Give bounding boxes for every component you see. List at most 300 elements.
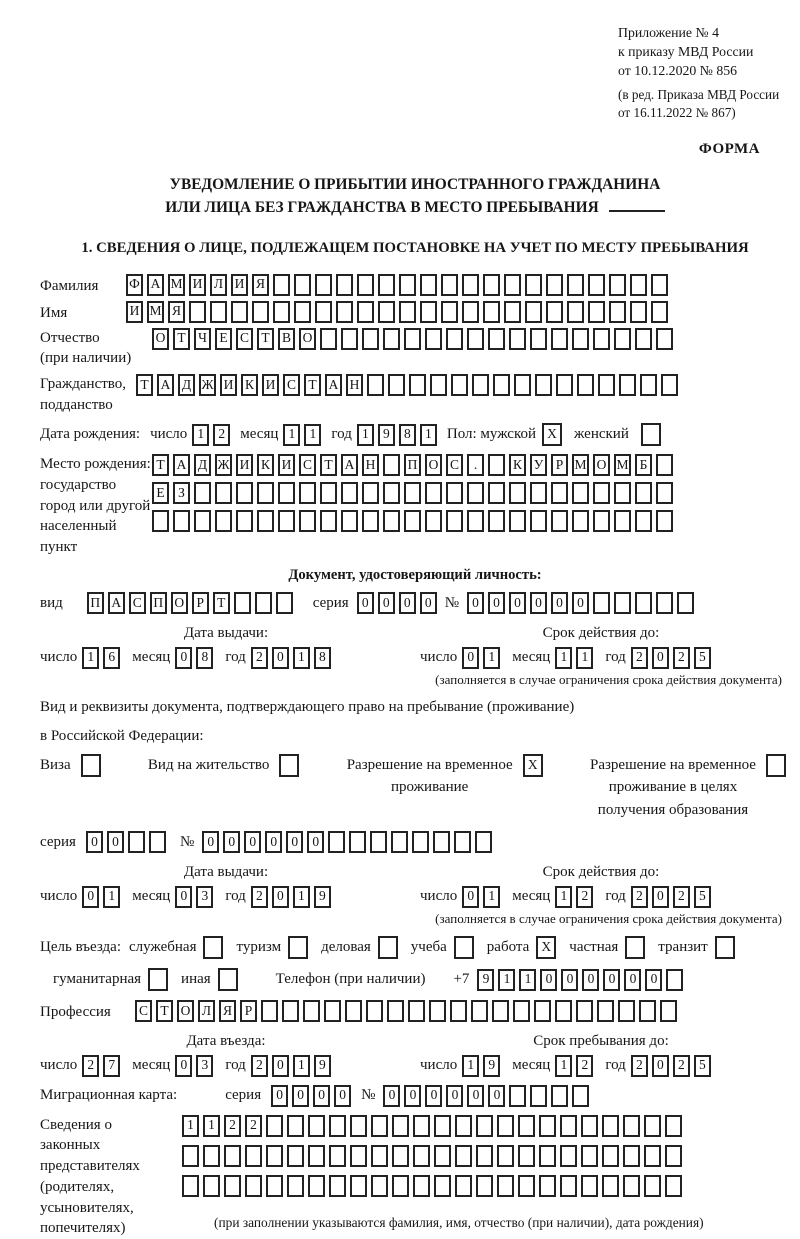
char-box[interactable]: 0 — [652, 647, 669, 669]
char-box[interactable] — [266, 1145, 283, 1167]
char-box[interactable]: 0 — [530, 592, 547, 614]
char-box[interactable]: 0 — [107, 831, 124, 853]
char-box[interactable] — [392, 1115, 409, 1137]
char-box[interactable]: С — [129, 592, 146, 614]
char-box[interactable] — [518, 1145, 535, 1167]
char-box[interactable] — [255, 592, 272, 614]
char-box[interactable]: Д — [178, 374, 195, 396]
char-box[interactable]: К — [241, 374, 258, 396]
checkbox-cell[interactable] — [148, 968, 168, 991]
char-box[interactable] — [350, 1175, 367, 1197]
char-box[interactable] — [434, 1115, 451, 1137]
char-box[interactable]: И — [189, 274, 206, 296]
char-box[interactable] — [665, 1145, 682, 1167]
char-box[interactable] — [451, 374, 468, 396]
char-box[interactable] — [514, 374, 531, 396]
char-box[interactable] — [497, 1115, 514, 1137]
char-box[interactable] — [493, 374, 510, 396]
char-box[interactable] — [513, 1000, 530, 1022]
char-box[interactable] — [152, 510, 169, 532]
char-box[interactable] — [434, 1145, 451, 1167]
char-box[interactable]: 6 — [103, 647, 120, 669]
char-box[interactable] — [455, 1175, 472, 1197]
char-box[interactable]: 0 — [313, 1085, 330, 1107]
char-box[interactable] — [182, 1145, 199, 1167]
char-box[interactable]: М — [147, 301, 164, 323]
char-box[interactable]: А — [341, 454, 358, 476]
checkbox-cell[interactable] — [378, 936, 398, 959]
char-box[interactable] — [623, 1145, 640, 1167]
char-box[interactable] — [341, 510, 358, 532]
char-box[interactable] — [462, 274, 479, 296]
char-box[interactable] — [425, 482, 442, 504]
char-box[interactable]: Р — [192, 592, 209, 614]
char-box[interactable] — [294, 274, 311, 296]
char-box[interactable]: 0 — [540, 969, 557, 991]
char-box[interactable] — [173, 510, 190, 532]
char-box[interactable] — [560, 1175, 577, 1197]
char-box[interactable]: 1 — [483, 647, 500, 669]
char-box[interactable]: 0 — [175, 1055, 192, 1077]
char-box[interactable] — [324, 1000, 341, 1022]
char-box[interactable] — [535, 374, 552, 396]
char-box[interactable]: В — [278, 328, 295, 350]
char-box[interactable]: С — [236, 328, 253, 350]
char-box[interactable] — [471, 1000, 488, 1022]
char-box[interactable]: А — [325, 374, 342, 396]
char-box[interactable]: 1 — [555, 1055, 572, 1077]
char-box[interactable]: 2 — [213, 424, 230, 446]
char-box[interactable] — [509, 482, 526, 504]
char-box[interactable]: 2 — [631, 886, 648, 908]
char-box[interactable]: 9 — [378, 424, 395, 446]
char-box[interactable] — [429, 1000, 446, 1022]
char-box[interactable]: А — [108, 592, 125, 614]
char-box[interactable]: 0 — [286, 831, 303, 853]
char-box[interactable] — [341, 328, 358, 350]
char-box[interactable] — [194, 482, 211, 504]
char-box[interactable] — [224, 1175, 241, 1197]
char-box[interactable] — [399, 301, 416, 323]
char-box[interactable]: 0 — [175, 647, 192, 669]
char-box[interactable]: И — [262, 374, 279, 396]
char-box[interactable] — [350, 1115, 367, 1137]
char-box[interactable] — [383, 328, 400, 350]
char-box[interactable] — [644, 1145, 661, 1167]
char-box[interactable]: 2 — [673, 1055, 690, 1077]
char-box[interactable]: 2 — [251, 647, 268, 669]
char-box[interactable] — [572, 328, 589, 350]
char-box[interactable] — [420, 274, 437, 296]
char-box[interactable] — [203, 1145, 220, 1167]
char-box[interactable] — [560, 1115, 577, 1137]
char-box[interactable]: 1 — [555, 886, 572, 908]
char-box[interactable] — [257, 482, 274, 504]
char-box[interactable] — [450, 1000, 467, 1022]
char-box[interactable] — [203, 1175, 220, 1197]
char-box[interactable] — [189, 301, 206, 323]
char-box[interactable] — [644, 1115, 661, 1137]
char-box[interactable] — [572, 482, 589, 504]
char-box[interactable]: 0 — [271, 1085, 288, 1107]
char-box[interactable] — [362, 510, 379, 532]
char-box[interactable] — [656, 328, 673, 350]
char-box[interactable]: Н — [346, 374, 363, 396]
char-box[interactable]: 8 — [399, 424, 416, 446]
char-box[interactable] — [576, 1000, 593, 1022]
char-box[interactable] — [525, 274, 542, 296]
char-box[interactable] — [530, 482, 547, 504]
char-box[interactable] — [567, 301, 584, 323]
char-box[interactable] — [320, 510, 337, 532]
char-box[interactable]: 2 — [251, 1055, 268, 1077]
char-box[interactable]: 0 — [462, 886, 479, 908]
char-box[interactable] — [182, 1175, 199, 1197]
char-box[interactable] — [572, 510, 589, 532]
char-box[interactable] — [602, 1145, 619, 1167]
char-box[interactable]: Ж — [199, 374, 216, 396]
char-box[interactable] — [656, 482, 673, 504]
char-box[interactable]: Я — [168, 301, 185, 323]
char-box[interactable] — [367, 374, 384, 396]
char-box[interactable] — [366, 1000, 383, 1022]
char-box[interactable] — [492, 1000, 509, 1022]
char-box[interactable] — [518, 1175, 535, 1197]
char-box[interactable] — [518, 1115, 535, 1137]
char-box[interactable] — [455, 1145, 472, 1167]
char-box[interactable]: 1 — [182, 1115, 199, 1137]
char-box[interactable] — [593, 510, 610, 532]
checkbox-cell[interactable]: X — [523, 754, 543, 777]
char-box[interactable]: 1 — [357, 424, 374, 446]
checkbox-cell[interactable]: X — [542, 423, 562, 446]
char-box[interactable] — [454, 831, 471, 853]
char-box[interactable] — [539, 1115, 556, 1137]
char-box[interactable]: 1 — [283, 424, 300, 446]
char-box[interactable]: 5 — [694, 647, 711, 669]
char-box[interactable]: 2 — [576, 886, 593, 908]
char-box[interactable] — [602, 1115, 619, 1137]
char-box[interactable]: 0 — [467, 592, 484, 614]
char-box[interactable]: 0 — [572, 592, 589, 614]
char-box[interactable] — [404, 328, 421, 350]
char-box[interactable] — [404, 510, 421, 532]
char-box[interactable] — [371, 1145, 388, 1167]
char-box[interactable]: 2 — [631, 647, 648, 669]
char-box[interactable] — [273, 274, 290, 296]
char-box[interactable]: 0 — [223, 831, 240, 853]
char-box[interactable]: С — [135, 1000, 152, 1022]
char-box[interactable] — [661, 374, 678, 396]
char-box[interactable] — [392, 1175, 409, 1197]
checkbox-cell[interactable] — [625, 936, 645, 959]
char-box[interactable]: 0 — [488, 1085, 505, 1107]
char-box[interactable]: 0 — [446, 1085, 463, 1107]
char-box[interactable] — [476, 1145, 493, 1167]
char-box[interactable]: 1 — [462, 1055, 479, 1077]
char-box[interactable] — [336, 274, 353, 296]
char-box[interactable]: 1 — [293, 647, 310, 669]
char-box[interactable]: 5 — [694, 886, 711, 908]
char-box[interactable]: Я — [252, 274, 269, 296]
checkbox-cell[interactable] — [279, 754, 299, 777]
char-box[interactable] — [504, 274, 521, 296]
char-box[interactable] — [614, 510, 631, 532]
char-box[interactable]: Р — [551, 454, 568, 476]
char-box[interactable] — [467, 482, 484, 504]
char-box[interactable] — [546, 301, 563, 323]
char-box[interactable]: 2 — [82, 1055, 99, 1077]
char-box[interactable] — [261, 1000, 278, 1022]
char-box[interactable] — [455, 1115, 472, 1137]
char-box[interactable] — [593, 328, 610, 350]
char-box[interactable]: О — [177, 1000, 194, 1022]
char-box[interactable]: 1 — [293, 886, 310, 908]
char-box[interactable]: М — [614, 454, 631, 476]
char-box[interactable] — [509, 1085, 526, 1107]
char-box[interactable]: 0 — [202, 831, 219, 853]
char-box[interactable] — [371, 1115, 388, 1137]
char-box[interactable] — [350, 1145, 367, 1167]
char-box[interactable] — [383, 510, 400, 532]
char-box[interactable] — [349, 831, 366, 853]
char-box[interactable] — [488, 482, 505, 504]
char-box[interactable] — [413, 1145, 430, 1167]
char-box[interactable] — [656, 592, 673, 614]
char-box[interactable] — [315, 274, 332, 296]
char-box[interactable] — [231, 301, 248, 323]
char-box[interactable]: 1 — [555, 647, 572, 669]
char-box[interactable]: 1 — [576, 647, 593, 669]
char-box[interactable]: 1 — [304, 424, 321, 446]
char-box[interactable]: А — [147, 274, 164, 296]
char-box[interactable] — [446, 510, 463, 532]
char-box[interactable] — [328, 831, 345, 853]
char-box[interactable] — [488, 328, 505, 350]
char-box[interactable]: 1 — [192, 424, 209, 446]
char-box[interactable]: 8 — [196, 647, 213, 669]
char-box[interactable] — [320, 482, 337, 504]
char-box[interactable] — [383, 454, 400, 476]
checkbox-cell[interactable]: X — [536, 936, 556, 959]
char-box[interactable] — [234, 592, 251, 614]
char-box[interactable] — [651, 301, 668, 323]
char-box[interactable] — [413, 1175, 430, 1197]
char-box[interactable] — [488, 510, 505, 532]
char-box[interactable] — [413, 1115, 430, 1137]
char-box[interactable] — [572, 1085, 589, 1107]
char-box[interactable] — [635, 482, 652, 504]
char-box[interactable]: Т — [257, 328, 274, 350]
char-box[interactable]: И — [231, 274, 248, 296]
char-box[interactable] — [551, 328, 568, 350]
char-box[interactable] — [581, 1115, 598, 1137]
char-box[interactable]: 0 — [265, 831, 282, 853]
char-box[interactable] — [609, 301, 626, 323]
char-box[interactable]: Б — [635, 454, 652, 476]
checkbox-cell[interactable] — [454, 936, 474, 959]
char-box[interactable]: 0 — [404, 1085, 421, 1107]
char-box[interactable] — [497, 1145, 514, 1167]
char-box[interactable] — [404, 482, 421, 504]
char-box[interactable]: 0 — [624, 969, 641, 991]
char-box[interactable] — [245, 1175, 262, 1197]
char-box[interactable] — [383, 482, 400, 504]
char-box[interactable] — [308, 1115, 325, 1137]
char-box[interactable]: 1 — [82, 647, 99, 669]
char-box[interactable] — [276, 592, 293, 614]
char-box[interactable] — [598, 374, 615, 396]
char-box[interactable] — [433, 831, 450, 853]
checkbox-cell[interactable] — [218, 968, 238, 991]
char-box[interactable]: 0 — [645, 969, 662, 991]
char-box[interactable] — [378, 274, 395, 296]
char-box[interactable] — [577, 374, 594, 396]
char-box[interactable]: Т — [213, 592, 230, 614]
char-box[interactable] — [357, 301, 374, 323]
char-box[interactable]: О — [171, 592, 188, 614]
char-box[interactable]: 0 — [357, 592, 374, 614]
char-box[interactable]: 0 — [582, 969, 599, 991]
char-box[interactable]: . — [467, 454, 484, 476]
char-box[interactable] — [257, 510, 274, 532]
char-box[interactable] — [467, 328, 484, 350]
checkbox-cell[interactable] — [203, 936, 223, 959]
char-box[interactable] — [530, 328, 547, 350]
char-box[interactable] — [303, 1000, 320, 1022]
char-box[interactable] — [588, 301, 605, 323]
char-box[interactable]: Т — [173, 328, 190, 350]
char-box[interactable] — [483, 274, 500, 296]
char-box[interactable]: 0 — [399, 592, 416, 614]
char-box[interactable]: С — [446, 454, 463, 476]
char-box[interactable]: 0 — [272, 647, 289, 669]
char-box[interactable] — [278, 482, 295, 504]
char-box[interactable] — [635, 328, 652, 350]
char-box[interactable] — [236, 482, 253, 504]
char-box[interactable]: 7 — [103, 1055, 120, 1077]
char-box[interactable]: 0 — [488, 592, 505, 614]
char-box[interactable] — [341, 482, 358, 504]
char-box[interactable]: 3 — [196, 886, 213, 908]
char-box[interactable]: Т — [152, 454, 169, 476]
char-box[interactable] — [329, 1145, 346, 1167]
char-box[interactable]: У — [530, 454, 547, 476]
char-box[interactable]: 0 — [86, 831, 103, 853]
char-box[interactable] — [635, 592, 652, 614]
char-box[interactable] — [614, 482, 631, 504]
char-box[interactable]: 2 — [245, 1115, 262, 1137]
char-box[interactable]: 0 — [272, 886, 289, 908]
char-box[interactable] — [665, 1175, 682, 1197]
char-box[interactable] — [446, 482, 463, 504]
char-box[interactable]: 9 — [483, 1055, 500, 1077]
checkbox-cell[interactable] — [81, 754, 101, 777]
char-box[interactable]: И — [126, 301, 143, 323]
char-box[interactable]: Ф — [126, 274, 143, 296]
char-box[interactable] — [534, 1000, 551, 1022]
char-box[interactable]: К — [257, 454, 274, 476]
char-box[interactable] — [362, 482, 379, 504]
char-box[interactable]: 0 — [244, 831, 261, 853]
char-box[interactable] — [588, 274, 605, 296]
char-box[interactable] — [539, 1175, 556, 1197]
char-box[interactable]: Д — [194, 454, 211, 476]
char-box[interactable]: 0 — [652, 886, 669, 908]
char-box[interactable] — [530, 510, 547, 532]
char-box[interactable] — [409, 374, 426, 396]
char-box[interactable] — [441, 274, 458, 296]
char-box[interactable] — [623, 1175, 640, 1197]
char-box[interactable]: 1 — [483, 886, 500, 908]
char-box[interactable] — [299, 510, 316, 532]
char-box[interactable]: 1 — [293, 1055, 310, 1077]
char-box[interactable]: А — [157, 374, 174, 396]
char-box[interactable] — [656, 510, 673, 532]
char-box[interactable] — [614, 328, 631, 350]
char-box[interactable]: К — [509, 454, 526, 476]
char-box[interactable] — [387, 1000, 404, 1022]
char-box[interactable] — [399, 274, 416, 296]
char-box[interactable] — [509, 328, 526, 350]
char-box[interactable]: З — [173, 482, 190, 504]
char-box[interactable] — [236, 510, 253, 532]
char-box[interactable]: П — [150, 592, 167, 614]
char-box[interactable]: 9 — [477, 969, 494, 991]
char-box[interactable] — [392, 1145, 409, 1167]
char-box[interactable] — [556, 374, 573, 396]
char-box[interactable] — [530, 1085, 547, 1107]
char-box[interactable] — [467, 510, 484, 532]
char-box[interactable] — [287, 1115, 304, 1137]
char-box[interactable]: П — [87, 592, 104, 614]
char-box[interactable] — [497, 1175, 514, 1197]
char-box[interactable]: 0 — [378, 592, 395, 614]
char-box[interactable] — [224, 1145, 241, 1167]
checkbox-cell[interactable] — [641, 423, 661, 446]
char-box[interactable]: 0 — [175, 886, 192, 908]
char-box[interactable] — [475, 831, 492, 853]
char-box[interactable] — [210, 301, 227, 323]
char-box[interactable]: И — [236, 454, 253, 476]
char-box[interactable]: 0 — [307, 831, 324, 853]
char-box[interactable] — [329, 1115, 346, 1137]
char-box[interactable] — [665, 1115, 682, 1137]
char-box[interactable] — [567, 274, 584, 296]
char-box[interactable]: 3 — [196, 1055, 213, 1077]
char-box[interactable]: Л — [198, 1000, 215, 1022]
char-box[interactable] — [539, 1145, 556, 1167]
char-box[interactable]: П — [404, 454, 421, 476]
char-box[interactable]: И — [278, 454, 295, 476]
char-box[interactable] — [644, 1175, 661, 1197]
char-box[interactable] — [623, 1115, 640, 1137]
char-box[interactable]: 0 — [425, 1085, 442, 1107]
char-box[interactable]: Н — [362, 454, 379, 476]
char-box[interactable]: 8 — [314, 647, 331, 669]
char-box[interactable] — [476, 1175, 493, 1197]
char-box[interactable]: 1 — [498, 969, 515, 991]
char-box[interactable] — [525, 301, 542, 323]
char-box[interactable] — [619, 374, 636, 396]
char-box[interactable]: 0 — [292, 1085, 309, 1107]
checkbox-cell[interactable] — [288, 936, 308, 959]
char-box[interactable] — [378, 301, 395, 323]
char-box[interactable]: Ж — [215, 454, 232, 476]
char-box[interactable] — [618, 1000, 635, 1022]
char-box[interactable] — [320, 328, 337, 350]
char-box[interactable] — [441, 301, 458, 323]
